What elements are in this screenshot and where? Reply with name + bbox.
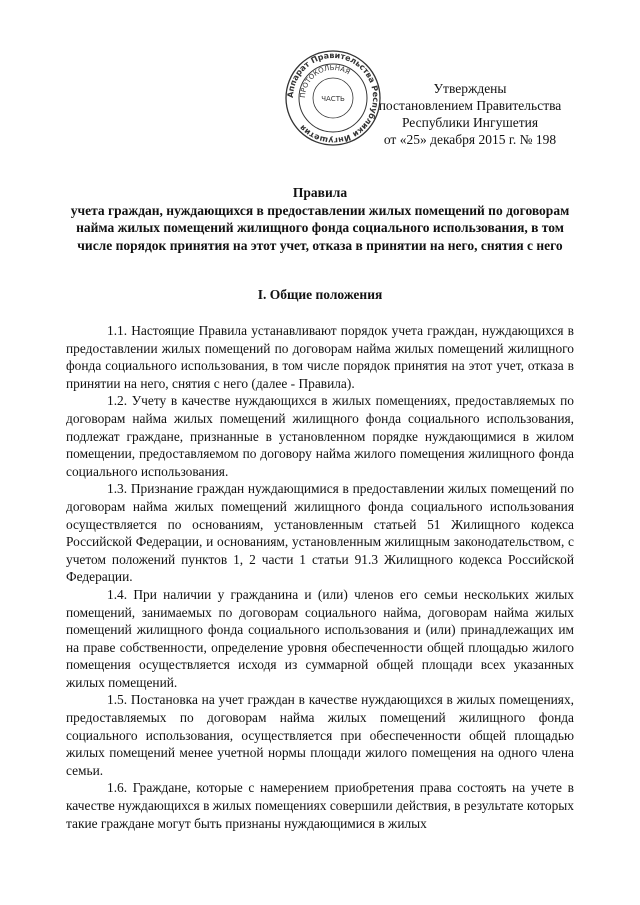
paragraph: 1.2. Учету в качестве нуждающихся в жилых помещениях, предоставляемых по договорам найма жилых помещений жилищного фонда социального использования, подлежат граждане, признанные в установленном порядке нуждающимися в жилом помещении, предоставляемом по договору найма жилого помещения жилищного фонда социального использования. [66,393,574,479]
approval-line: Республики Ингушетия [401,115,539,130]
stamp-outer-text: Аппарат Правительства Республики Ингушетия [285,50,381,146]
document-body [66,322,574,832]
paragraph: 1.1. Настоящие Правила устанавливают порядок учета граждан, нуждающихся в предоставлении жилых помещений по договорам найма жилых помещений жилищного фонда социального использования, в том числе порядок принятия на этот учет, отказа в принятии на него, снятия с него (далее - Правила). [66,323,574,391]
approval-date-line: от «25» декабря 2015 г. № 198 [383,132,557,147]
paragraph: 1.4. При наличии у гражданина и (или) членов его семьи нескольких жилых помещений, занимаемых по договорам социального найма, договорам найма жилых помещений жилищного фонда социального использования и (или) принадлежащих им на праве собственности, определение уровня обеспеченности общей площадью жилого помещения осуществляется исходя из суммарной общей площади всех указанных жилых помещений. [66,586,574,690]
title-heading: Правила [292,185,348,200]
stamp-inner-text: ПРОТОКОЛЬНАЯ [298,63,352,99]
document-title [66,184,574,254]
paragraph: 1.6. Граждане, которые с намерением приобретения права состоять на учете в качестве нуждающихся в жилых помещениях совершили действия, в результате которых такие граждане могут быть признаны нуждающимися в жилых [66,780,574,831]
stamp-center-text: ЧАСТЬ [321,95,345,103]
approval-line: постановлением Правительства [378,98,562,113]
section-heading: I. Общие положения [257,287,383,302]
paragraph: 1.3. Признание граждан нуждающимися в предоставлении жилых помещений по договорам найма жилых помещений жилищного фонда социального использования осуществляется по основаниям, установленным статьей 51 Жилищного кодекса Российской Федерации, и основаниям, установленным жилищным законодательством, с учетом положений пунктов 1, 2 части 1 статьи 91.3 Жилищного кодекса Российской Федерации. [66,481,574,585]
paragraph: 1.5. Постановка на учет граждан в качестве нуждающихся в жилых помещениях, предоставляемых по договорам найма жилых помещений жилищного фонда социального использования, осуществляется при обеспеченности общей площадью жилых помещений менее учетной нормы площади жилого помещения на одного члена семьи. [66,692,574,778]
title-subtitle: учета граждан, нуждающихся в предоставлении жилых помещений по договорам найма жилых помещений жилищного фонда социального использования, в том числе порядок принятия на этот учет, отказа в принятии на него, снятия с него [70,202,570,253]
approval-line: Утверждены [433,81,507,96]
approval-block [360,80,580,148]
